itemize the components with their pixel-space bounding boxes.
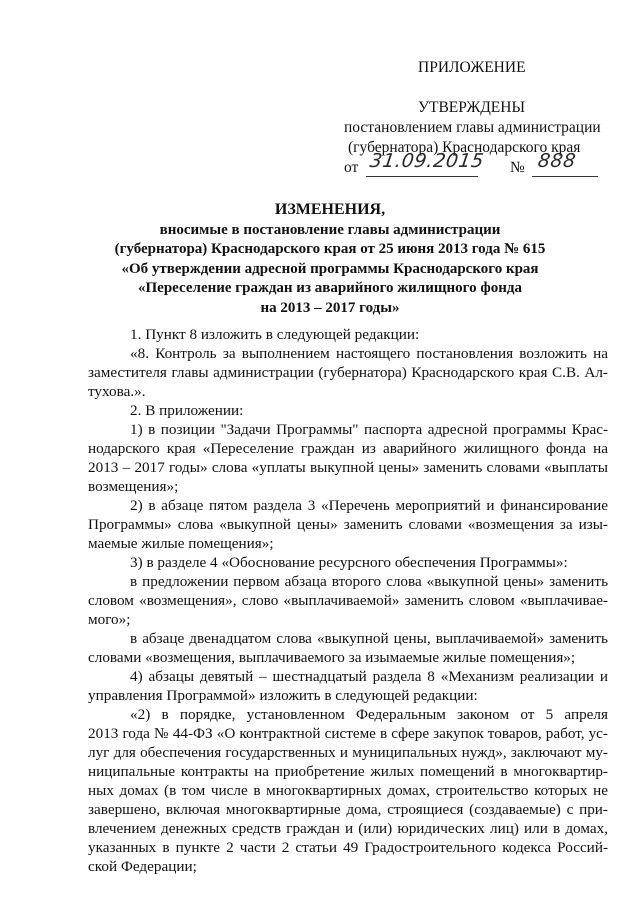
title-line-1: вносимые в постановление главы администрации: [159, 221, 501, 238]
body-line: ных домах (в том числе в многоквартирных домах, строительство которых не: [88, 782, 608, 799]
body-line: Программы» слова «выкупной цены» заменить словами «возмещения за изы-: [88, 516, 608, 533]
document-body: [88, 325, 608, 876]
body-line: 2. В приложении:: [130, 402, 244, 419]
body-line: 2) в абзаце пятом раздела 3 «Перечень мероприятий и финансирование: [130, 497, 608, 514]
body-line: 2013 – 2017 годы» слова «уплаты выкупной цены» заменить словами «выплаты: [88, 459, 608, 476]
body-line: ниципальные контракты на приобретение жилых помещений в многоквартир-: [88, 763, 608, 780]
body-line: возмещения»;: [88, 478, 179, 495]
from-label: от: [344, 159, 359, 176]
date-field: [366, 150, 486, 177]
body-line: 4) абзацы девятый – шестнадцатый раздела 8 «Механизм реализации и: [130, 668, 608, 685]
body-line: «2) в порядке, установленном Федеральным законом от 5 апреля: [130, 706, 608, 723]
body-line: указанных в пункте 2 части 2 статьи 49 Градостроительного кодекса Россий-: [88, 839, 608, 856]
document-title: [60, 200, 600, 318]
body-line: словом «возмещения», слово «выплачиваемой» заменить словом «выплачивае-: [88, 592, 608, 609]
title-line-4: «Переселение граждан из аварийного жилищного фонда: [138, 280, 522, 296]
body-line: луг для обеспечения государственных и муниципальных нужд», заключают му-: [88, 744, 608, 761]
body-line: заместителя главы администрации (губернатора) Краснодарского края С.В. Ал-: [88, 364, 608, 381]
title-line-5: на 2013 – 2017 годы»: [260, 299, 400, 316]
body-line: 2013 года № 44-ФЗ «О контрактной системе в сфере закупок товаров, работ, ус-: [88, 725, 608, 742]
title-line-3: «Об утверждении адресной программы Краснодарского края: [121, 260, 539, 277]
body-line: тухова.».: [88, 383, 146, 400]
body-line: нодарского края «Переселение граждан из аварийного жилищного фонда на: [88, 440, 608, 457]
body-line: маемые жилые помещения»;: [88, 535, 274, 552]
approved-label: УТВЕРЖДЕНЫ: [418, 99, 525, 116]
approval-line-2: (губернатора) Краснодарского края: [348, 139, 581, 156]
body-line: в абзаце двенадцатом слова «выкупной цены, выплачиваемой» заменить: [130, 630, 608, 647]
body-line: словами «возмещения, выплачиваемого за изымаемые жилые помещения»;: [88, 649, 576, 666]
date-number-line: [344, 150, 604, 180]
handwritten-number: 888: [536, 150, 578, 172]
number-field: [532, 150, 598, 177]
body-line: 1. Пункт 8 изложить в следующей редакции:: [130, 326, 420, 343]
body-line: 1) в позиции "Задачи Программы" паспорта адресной программы Крас-: [130, 421, 608, 438]
body-line: «8. Контроль за выполнением настоящего постановления возложить на: [130, 345, 608, 362]
body-line: мого»;: [88, 611, 131, 628]
title-line-2: (губернатора) Краснодарского края от 25 июня 2013 года № 615: [114, 241, 546, 257]
title-heading: ИЗМЕНЕНИЯ,: [274, 201, 386, 218]
body-line: завершено, включая многоквартирные дома, строящиеся (создаваемые) с при-: [88, 801, 608, 818]
body-line: управления Программой» изложить в следующей редакции:: [88, 687, 478, 704]
body-line: ской Федерации;: [88, 858, 197, 875]
handwritten-date: 31.09.2015: [368, 150, 486, 172]
annex-label: ПРИЛОЖЕНИЕ: [418, 59, 526, 76]
approval-block: [344, 58, 604, 180]
body-line: 3) в разделе 4 «Обоснование ресурсного обеспечения Программы»:: [130, 554, 568, 571]
number-label: №: [510, 159, 525, 176]
body-line: влечением денежных средств граждан и (или) юридических лиц) или в домах,: [88, 820, 608, 837]
approval-line-1: постановлением главы администрации: [344, 119, 601, 136]
body-line: в предложении первом абзаца второго слова «выкупной цены» заменить: [130, 573, 608, 590]
